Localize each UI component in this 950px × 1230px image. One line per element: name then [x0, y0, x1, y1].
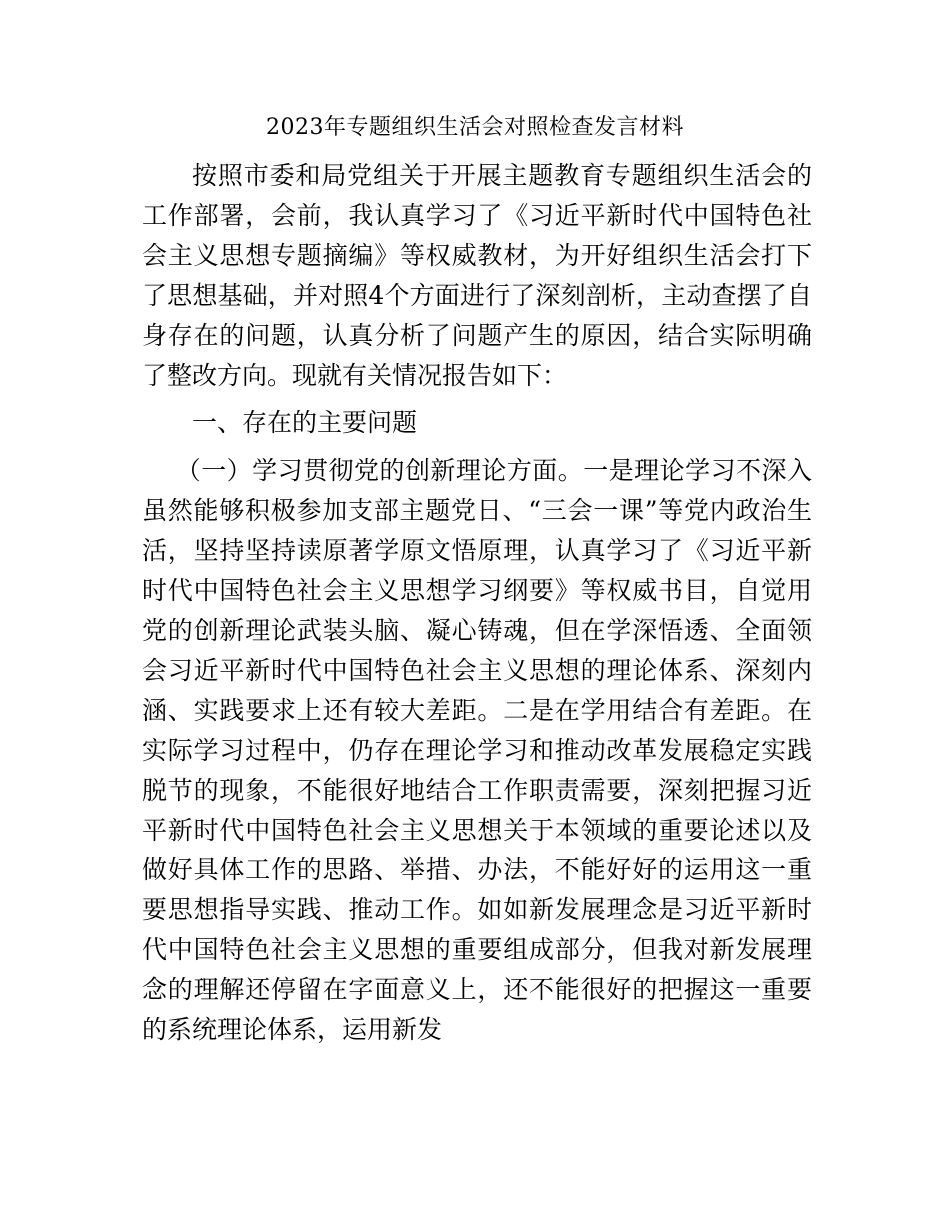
document-title: 2023年专题组织生活会对照检查发言材料 [266, 115, 684, 140]
intro-paragraph: 按照市委和局党组关于开展主题教育专题组织生活会的工作部署，会前，我认真学习了《习近平新时代中国特色社会主义思想专题摘编》等权威教材，为开好组织生活会打下了思想基础，并对照4个方面进行了深刻剖析，主动查摆了自身存在的问题，认真分析了问题产生的原因，结合实际明确了整改方向。现就有关情况报告如下： [142, 161, 812, 390]
subsection-paragraph: （一）学习贯彻党的创新理论方面。一是理论学习不深入虽然能够积极参加支部主题党日、“三会一课”等党内政治生活，坚持坚持读原著学原文悟原理，认真学习了《习近平新时代中国特色社会主义思想学习纲要》等权威书目，自觉用党的创新理论武装头脑、凝心铸魂，但在学深悟透、全面领会习近平新时代中国特色社会主义思想的理论体系、深刻内涵、实践要求上还有较大差距。二是在学用结合有差距。在实际学习过程中，仍存在理论学习和推动改革发展稳定实践脱节的现象，不能很好地结合工作职责需要，深刻把握习近平新时代中国特色社会主义思想关于本领域的重要论述以及做好具体工作的思路、举措、办法，不能好好的运用这一重要思想指导实践、推动工作。如如新发展理念是习近平新时代中国特色社会主义思想的重要组成部分，但我对新发展理念的理解还停留在字面意义上，还不能很好的把握这一重要的系统理论体系，运用新发 [142, 456, 812, 1045]
document-body [142, 156, 812, 1050]
section-heading: 一、存在的主要问题 [192, 408, 418, 438]
